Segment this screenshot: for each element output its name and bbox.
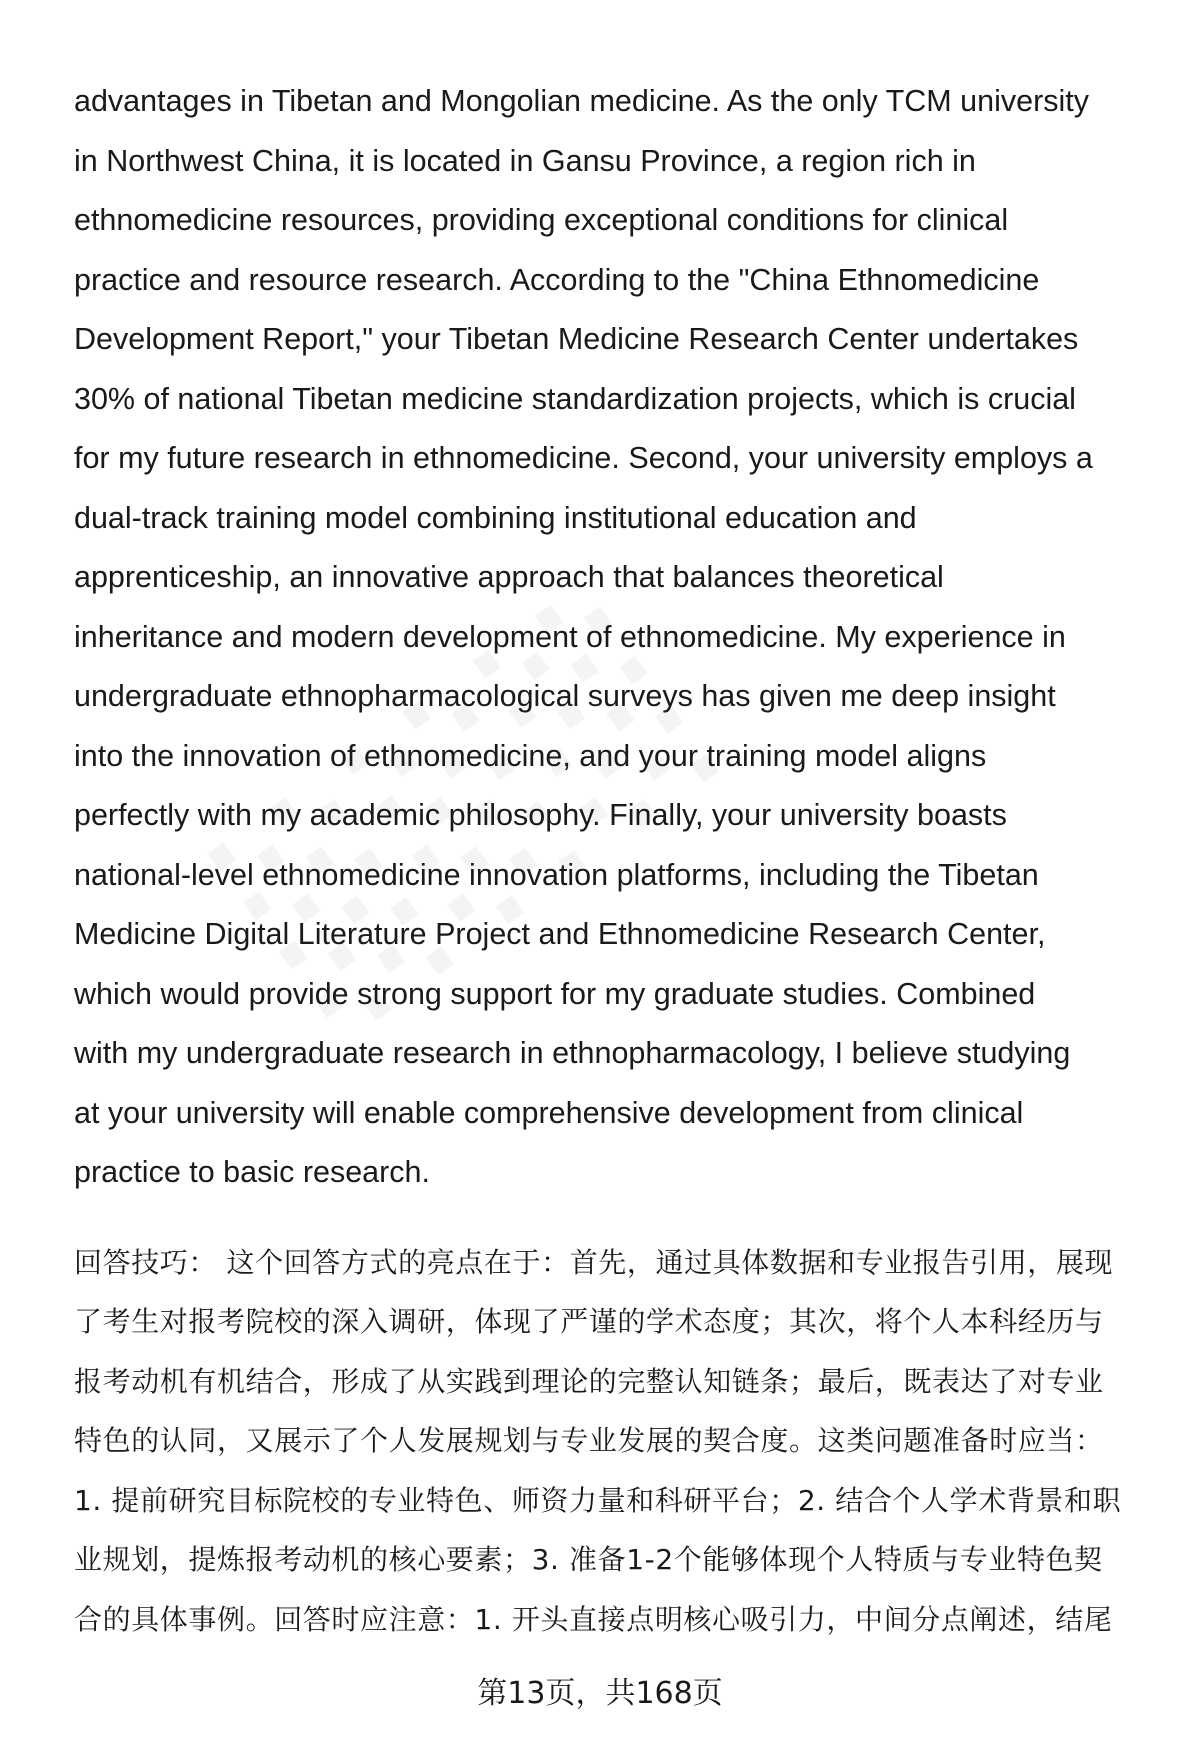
english-paragraph	[74, 72, 1159, 1203]
text-line: advantages in Tibetan and Mongolian medicine. As the only TCM university	[74, 84, 1089, 118]
tips-line: 1. 提前研究目标院校的专业特色、师资力量和科研平台；2. 结合个人学术背景和职	[74, 1483, 1122, 1517]
text-line: national-level ethnomedicine innovation platforms, including the Tibetan	[74, 857, 1039, 892]
text-line: perfectly with my academic philosophy. Finally, your university boasts	[74, 798, 1007, 832]
text-line: at your university will enable comprehensive development from clinical	[74, 1095, 1024, 1130]
text-line: with my undergraduate research in ethnopharmacology, I believe studying	[74, 1036, 1071, 1070]
text-line: Medicine Digital Literature Project and Ethnomedicine Research Center,	[74, 917, 1046, 951]
text-line: Development Report," your Tibetan Medicine Research Center undertakes	[74, 322, 1079, 356]
text-line: practice to basic research.	[74, 1155, 430, 1189]
text-line: ethnomedicine resources, providing exceptional conditions for clinical	[74, 203, 1009, 237]
text-line: dual-track training model combining institutional education and	[74, 500, 917, 535]
text-line: which would provide strong support for my graduate studies. Combined	[74, 976, 1036, 1011]
tips-line: 特色的认同，又展示了个人发展规划与专业发展的契合度。这类问题准备时应当：	[74, 1424, 1104, 1457]
text-line: inheritance and modern development of ethnomedicine. My experience in	[74, 619, 1066, 654]
text-line: into the innovation of ethnomedicine, and your training model aligns	[74, 738, 987, 773]
text-line: practice and resource research. According to the "China Ethnomedicine	[74, 262, 1040, 297]
tips-line: 了考生对报考院校的深入调研，体现了严谨的学术态度；其次，将个人本科经历与	[74, 1305, 1104, 1338]
page-number-footer: 第13页，共168页	[477, 1676, 723, 1711]
text-line: apprenticeship, an innovative approach that balances theoretical	[74, 560, 944, 594]
text-line: undergraduate ethnopharmacological surveys has given me deep insight	[74, 679, 1056, 713]
text-line: 30% of national Tibetan medicine standardization projects, which is crucial	[74, 381, 1076, 416]
answer-tips-paragraph	[74, 1233, 1159, 1650]
tips-line: 报考动机有机结合，形成了从实践到理论的完整认知链条；最后，既表达了对专业	[74, 1364, 1104, 1398]
tips-line: 回答技巧： 这个回答方式的亮点在于：首先，通过具体数据和专业报告引用，展现	[74, 1245, 1114, 1279]
text-line: in Northwest China, it is located in Gansu Province, a region rich in	[74, 143, 976, 178]
document-content	[74, 72, 1159, 1649]
tips-line: 业规划，提炼报考动机的核心要素；3. 准备1-2个能够体现个人特质与专业特色契	[74, 1543, 1103, 1576]
text-line: for my future research in ethnomedicine. Second, your university employs a	[74, 441, 1093, 475]
tips-line: 合的具体事例。回答时应注意：1. 开头直接点明核心吸引力，中间分点阐述，结尾	[74, 1602, 1113, 1636]
